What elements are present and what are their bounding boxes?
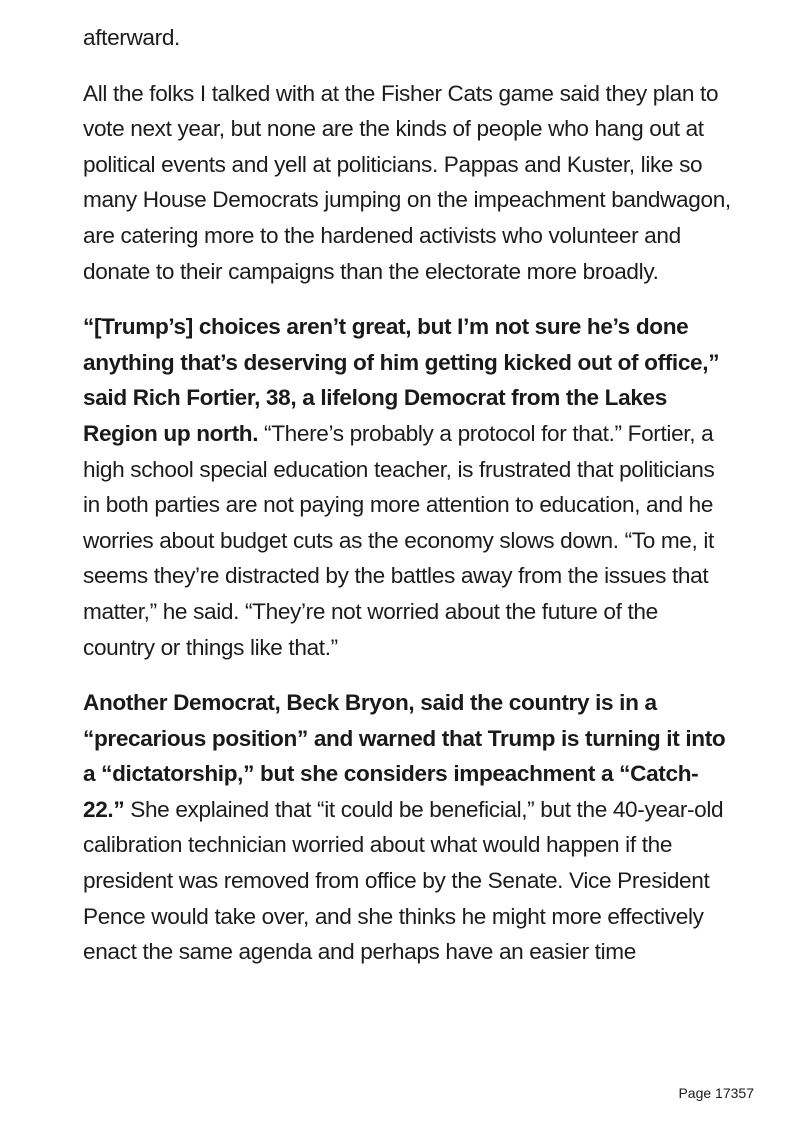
paragraph-fisher-cats: All the folks I talked with at the Fisher Cats game said they plan to vote next year, but none are the kinds of people who hang out at political events and yell at politicians. Pappas and Kuster, like so many House Democrats jumping on the impeachment bandwagon, are catering more to the hardened activists who volunteer and donate to their campaigns than the electorate more broadly.: [83, 80, 731, 284]
fortier-quote-text: “There’s probably a protocol for that.” Fortier, a high school special education teacher, is frustrated that politicians in both parties are not paying more attention to education, and he worries about budget cuts as the economy slows down. “To me, it seems they’re distracted by the battles away from the issues that matter,” he said. “They’re not worried about the future of the country or things like that.”: [83, 420, 715, 660]
bryon-quote-text: She explained that “it could be beneficial,” but the 40-year-old calibration technician worried about what would happen if the president was removed from office by the Senate. Vice President Pence would take over, and she thinks he might more effectively enact the same agenda and perhaps have an easier time: [83, 796, 724, 965]
fortier-quote-bold: “[Trump’s] choices aren’t great, but I’m not sure he’s done anything that’s deserving of him getting kicked out of office,” said Rich Fortier, 38, a lifelong Democrat from the Lakes Region up north.: [83, 314, 720, 446]
paragraph-fortier: [83, 309, 733, 665]
article-body: [83, 20, 733, 990]
bryon-quote-bold: Another Democrat, Beck Bryon, said the country is in a “precarious position” and warned that Trump is turning it into a “dictatorship,” but she considers impeachment a “Catch-22.”: [83, 690, 726, 822]
paragraph-bryon: [83, 685, 733, 970]
page-number: Page 17357: [672, 1084, 754, 1102]
paragraph-fragment-top: afterward.: [83, 25, 180, 50]
